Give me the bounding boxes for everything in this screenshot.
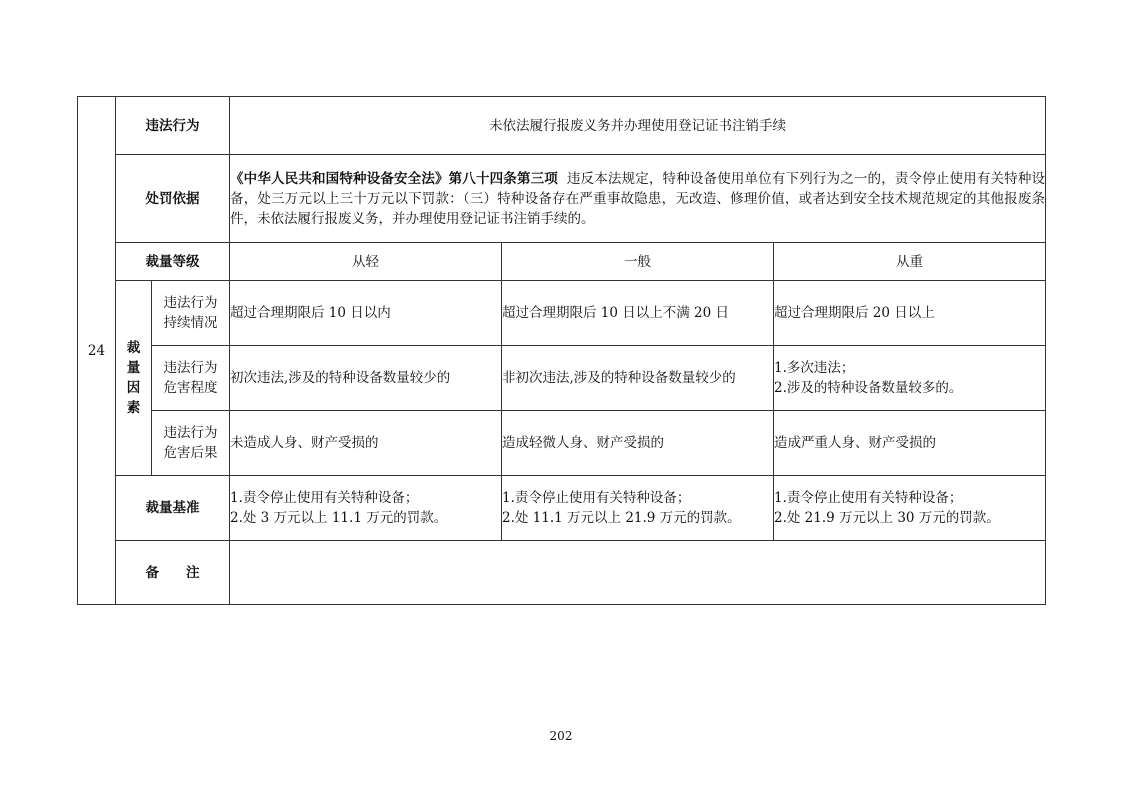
levels-row xyxy=(78,243,1046,281)
factor-row xyxy=(78,346,1046,411)
basis-row xyxy=(78,155,1046,243)
factors-label-char: 裁 xyxy=(126,340,141,356)
factor-name-line: 危害后果 xyxy=(163,445,218,461)
standard-line: 1.责令停止使用有关特种设备； xyxy=(230,490,419,506)
remarks-label: 备 注 xyxy=(116,541,230,605)
factor-heavy-line: 2.涉及的特种设备数量较多的。 xyxy=(774,380,963,396)
factors-label-char: 量 xyxy=(126,360,141,376)
factor-light: 超过合理期限后 10 日以内 xyxy=(230,281,502,346)
page-number: 202 xyxy=(549,729,573,743)
factor-heavy-line: 1.多次违法； xyxy=(774,360,855,376)
factor-heavy: 造成严重人身、财产受损的 xyxy=(774,411,1046,476)
factor-normal: 造成轻微人身、财产受损的 xyxy=(502,411,774,476)
penalty-discretion-table xyxy=(77,96,1046,605)
factor-heavy: 超过合理期限后 20 日以上 xyxy=(774,281,1046,346)
factor-row xyxy=(78,281,1046,346)
factor-name-line: 危害程度 xyxy=(163,380,218,396)
standard-line: 2.处 3 万元以上 11.1 万元的罚款。 xyxy=(230,510,448,526)
factor-name-line: 违法行为 xyxy=(163,425,218,441)
factor-row xyxy=(78,411,1046,476)
remarks-row xyxy=(78,541,1046,605)
basis-label: 处罚依据 xyxy=(116,155,230,243)
factors-label-char: 素 xyxy=(126,400,141,416)
standard-line: 1.责令停止使用有关特种设备； xyxy=(774,490,963,506)
remarks-value xyxy=(230,541,1046,605)
level-normal: 一般 xyxy=(502,243,774,281)
standard-light xyxy=(230,476,502,541)
levels-label: 裁量等级 xyxy=(116,243,230,281)
behavior-value: 未依法履行报废义务并办理使用登记证书注销手续 xyxy=(230,97,1046,155)
factor-name xyxy=(152,346,230,411)
factor-name-line: 持续情况 xyxy=(163,315,218,331)
factor-light: 初次违法,涉及的特种设备数量较少的 xyxy=(230,346,502,411)
behavior-row xyxy=(78,97,1046,155)
basis-text xyxy=(230,155,1046,243)
factors-label xyxy=(116,281,152,476)
factor-light: 未造成人身、财产受损的 xyxy=(230,411,502,476)
item-number: 24 xyxy=(78,97,116,605)
level-light: 从轻 xyxy=(230,243,502,281)
standard-line: 1.责令停止使用有关特种设备； xyxy=(502,490,691,506)
level-heavy: 从重 xyxy=(774,243,1046,281)
factor-name-line: 违法行为 xyxy=(163,360,218,376)
factor-normal: 非初次违法,涉及的特种设备数量较少的 xyxy=(502,346,774,411)
standard-line: 2.处 21.9 万元以上 30 万元的罚款。 xyxy=(774,510,1000,526)
standard-normal xyxy=(502,476,774,541)
factor-normal: 超过合理期限后 10 日以上不满 20 日 xyxy=(502,281,774,346)
factor-name xyxy=(152,411,230,476)
behavior-label: 违法行为 xyxy=(116,97,230,155)
factor-name-line: 违法行为 xyxy=(163,295,218,311)
standard-heavy xyxy=(774,476,1046,541)
basis-content: 违反本法规定，特种设备使用单位有下列行为之一的，责令停止使用有关特种设备，处三万元以上三十万元以下罚款：（三）特种设备存在严重事故隐患，无改造、修理价值，或者达到安全技术规范规定的其他报废条件，未依法履行报废义务，并办理使用登记证书注销手续的。 xyxy=(230,170,1046,227)
factor-heavy xyxy=(774,346,1046,411)
standard-row xyxy=(78,476,1046,541)
factor-name xyxy=(152,281,230,346)
standard-line: 2.处 11.1 万元以上 21.9 万元的罚款。 xyxy=(502,510,741,526)
standard-label: 裁量基准 xyxy=(116,476,230,541)
basis-law: 《中华人民共和国特种设备安全法》第八十四条第三项 xyxy=(230,170,558,187)
factors-label-char: 因 xyxy=(126,380,141,396)
